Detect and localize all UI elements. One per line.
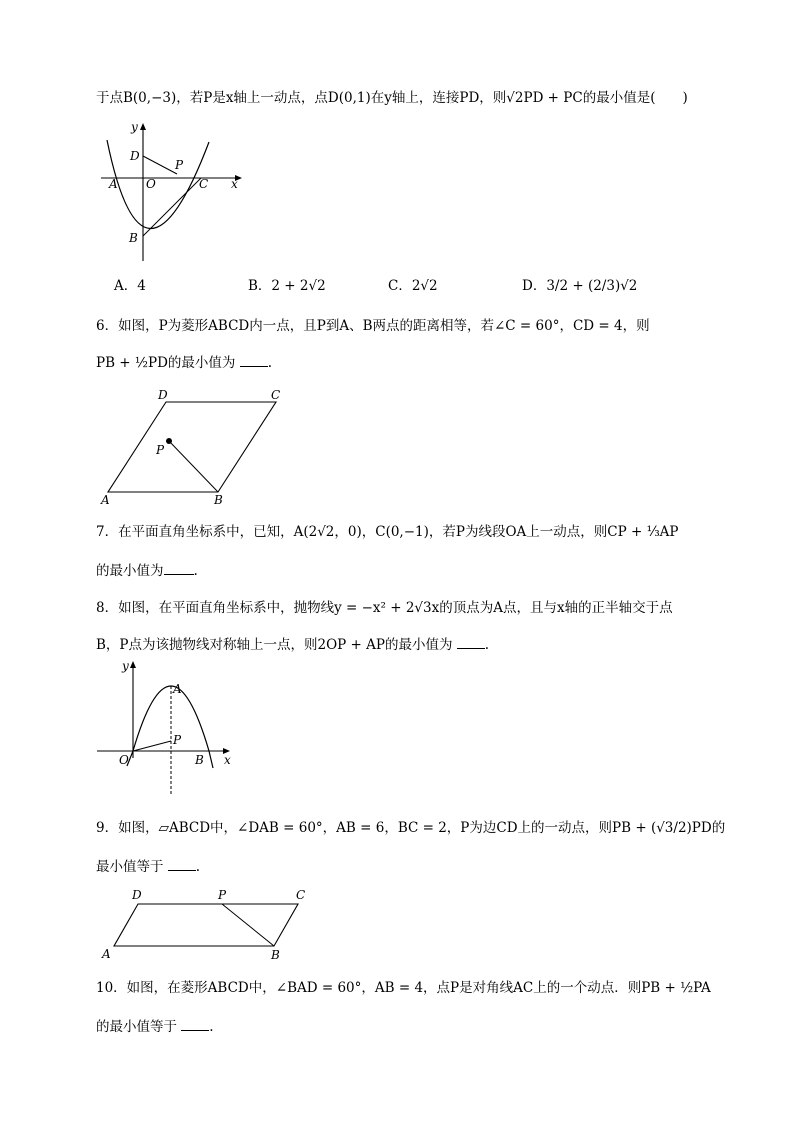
q8-segment-op bbox=[133, 741, 171, 751]
q5-option-c: C．2√2 bbox=[388, 278, 438, 294]
q7-answer-blank bbox=[164, 560, 194, 575]
q6-line2-end: . bbox=[267, 355, 272, 371]
q8-answer-blank bbox=[457, 634, 485, 649]
q7-text-line1: 7．在平面直角坐标系中，已知，A(2√2，0)，C(0,−1)，若P为线段OA上一动点，则CP + ⅓AP bbox=[96, 524, 679, 540]
q8-label-b: B bbox=[195, 753, 204, 767]
q5-label-d: D bbox=[130, 149, 140, 163]
q8-label-x: x bbox=[224, 753, 231, 767]
q5-option-b: B．2 + 2√2 bbox=[248, 278, 326, 294]
q6-answer-blank bbox=[240, 352, 268, 367]
q6-figure bbox=[100, 388, 290, 508]
q10-text-line1: 10．如图，在菱形ABCD中，∠BAD = 60°，AB = 4，点P是对角线AC上的一个动点．则PB + ½PA bbox=[96, 980, 711, 996]
q9-answer-blank bbox=[168, 856, 196, 871]
q5-parabola bbox=[107, 140, 209, 229]
q5-label-a: A bbox=[109, 177, 118, 191]
q10-text-line2 bbox=[96, 1016, 214, 1037]
q8-text-line1: 8．如图，在平面直角坐标系中，抛物线y = −x² + 2√3x的顶点为A点，且与x轴的正半轴交于点 bbox=[96, 600, 673, 616]
q9-segment-pb bbox=[222, 904, 274, 946]
q7-line2-end: . bbox=[193, 563, 198, 579]
q5-figure bbox=[95, 118, 255, 268]
q6-label-a: A bbox=[101, 493, 110, 507]
q9-figure bbox=[98, 884, 318, 964]
q8-label-o: O bbox=[119, 753, 129, 767]
q9-label-c: C bbox=[296, 888, 306, 902]
q6-text-line2 bbox=[96, 352, 272, 373]
q5-option-d: D．3/2 + (2/3)√2 bbox=[522, 278, 638, 294]
q5-option-a: A．4 bbox=[114, 278, 146, 294]
q6-point-p bbox=[166, 438, 172, 444]
q7-text-line2 bbox=[96, 560, 198, 581]
q5-y-arrow bbox=[140, 123, 146, 130]
q8-label-y: y bbox=[122, 659, 129, 673]
q9-parallelogram bbox=[114, 904, 298, 946]
q8-line2-text: B，P点为该抛物线对称轴上一点，则2OP + AP的最小值为 bbox=[96, 637, 453, 653]
q8-line2-end: . bbox=[484, 637, 490, 653]
q6-text-line1: 6．如图，P为菱形ABCD内一点，且P到A、B两点的距离相等，若∠C = 60°，CD = 4，则 bbox=[96, 318, 650, 334]
q9-text-line1: 9．如图，▱ABCD中，∠DAB = 60°，AB = 6，BC = 2，P为边CD上的一动点，则PB + (√3/2)PD的 bbox=[96, 820, 726, 836]
q5-label-p: P bbox=[175, 158, 184, 172]
q6-label-p: P bbox=[156, 443, 165, 457]
q7-line2-text: 的最小值为 bbox=[96, 563, 164, 579]
q10-line2-end: . bbox=[209, 1019, 214, 1035]
q5-label-o: O bbox=[146, 177, 156, 191]
q6-label-c: C bbox=[271, 388, 281, 402]
q9-label-a: A bbox=[102, 947, 111, 961]
q6-rhombus bbox=[108, 402, 276, 492]
q8-y-arrow bbox=[130, 661, 136, 668]
q5-text-line1: 于点B(0,−3)，若P是x轴上一动点，点D(0,1)在y轴上，连接PD，则√2PD + PC的最小值是( ) bbox=[96, 90, 688, 106]
q5-label-x: x bbox=[231, 177, 238, 191]
q9-text-line2 bbox=[96, 856, 200, 877]
q9-label-d: D bbox=[132, 888, 142, 902]
q5-label-y: y bbox=[131, 120, 138, 134]
q10-answer-blank bbox=[181, 1016, 209, 1031]
q6-label-d: D bbox=[158, 388, 168, 402]
q8-label-a: A bbox=[173, 682, 182, 696]
q9-line2-text: 最小值等于 bbox=[96, 859, 164, 875]
q10-line2-text: 的最小值等于 bbox=[96, 1019, 177, 1035]
q8-text-line2 bbox=[96, 634, 489, 655]
q8-label-p: P bbox=[173, 733, 182, 747]
q6-line2-text: PB + ½PD的最小值为 bbox=[96, 355, 236, 371]
q5-label-b: B bbox=[129, 231, 138, 245]
q6-segment-pb bbox=[169, 441, 218, 492]
q9-label-p: P bbox=[218, 888, 227, 902]
q5-segment-dp bbox=[143, 156, 177, 174]
q5-label-c: C bbox=[199, 177, 209, 191]
q8-figure bbox=[95, 658, 245, 798]
q9-label-b: B bbox=[271, 948, 280, 962]
q6-label-b: B bbox=[214, 493, 223, 507]
q9-line2-end: . bbox=[195, 859, 201, 875]
